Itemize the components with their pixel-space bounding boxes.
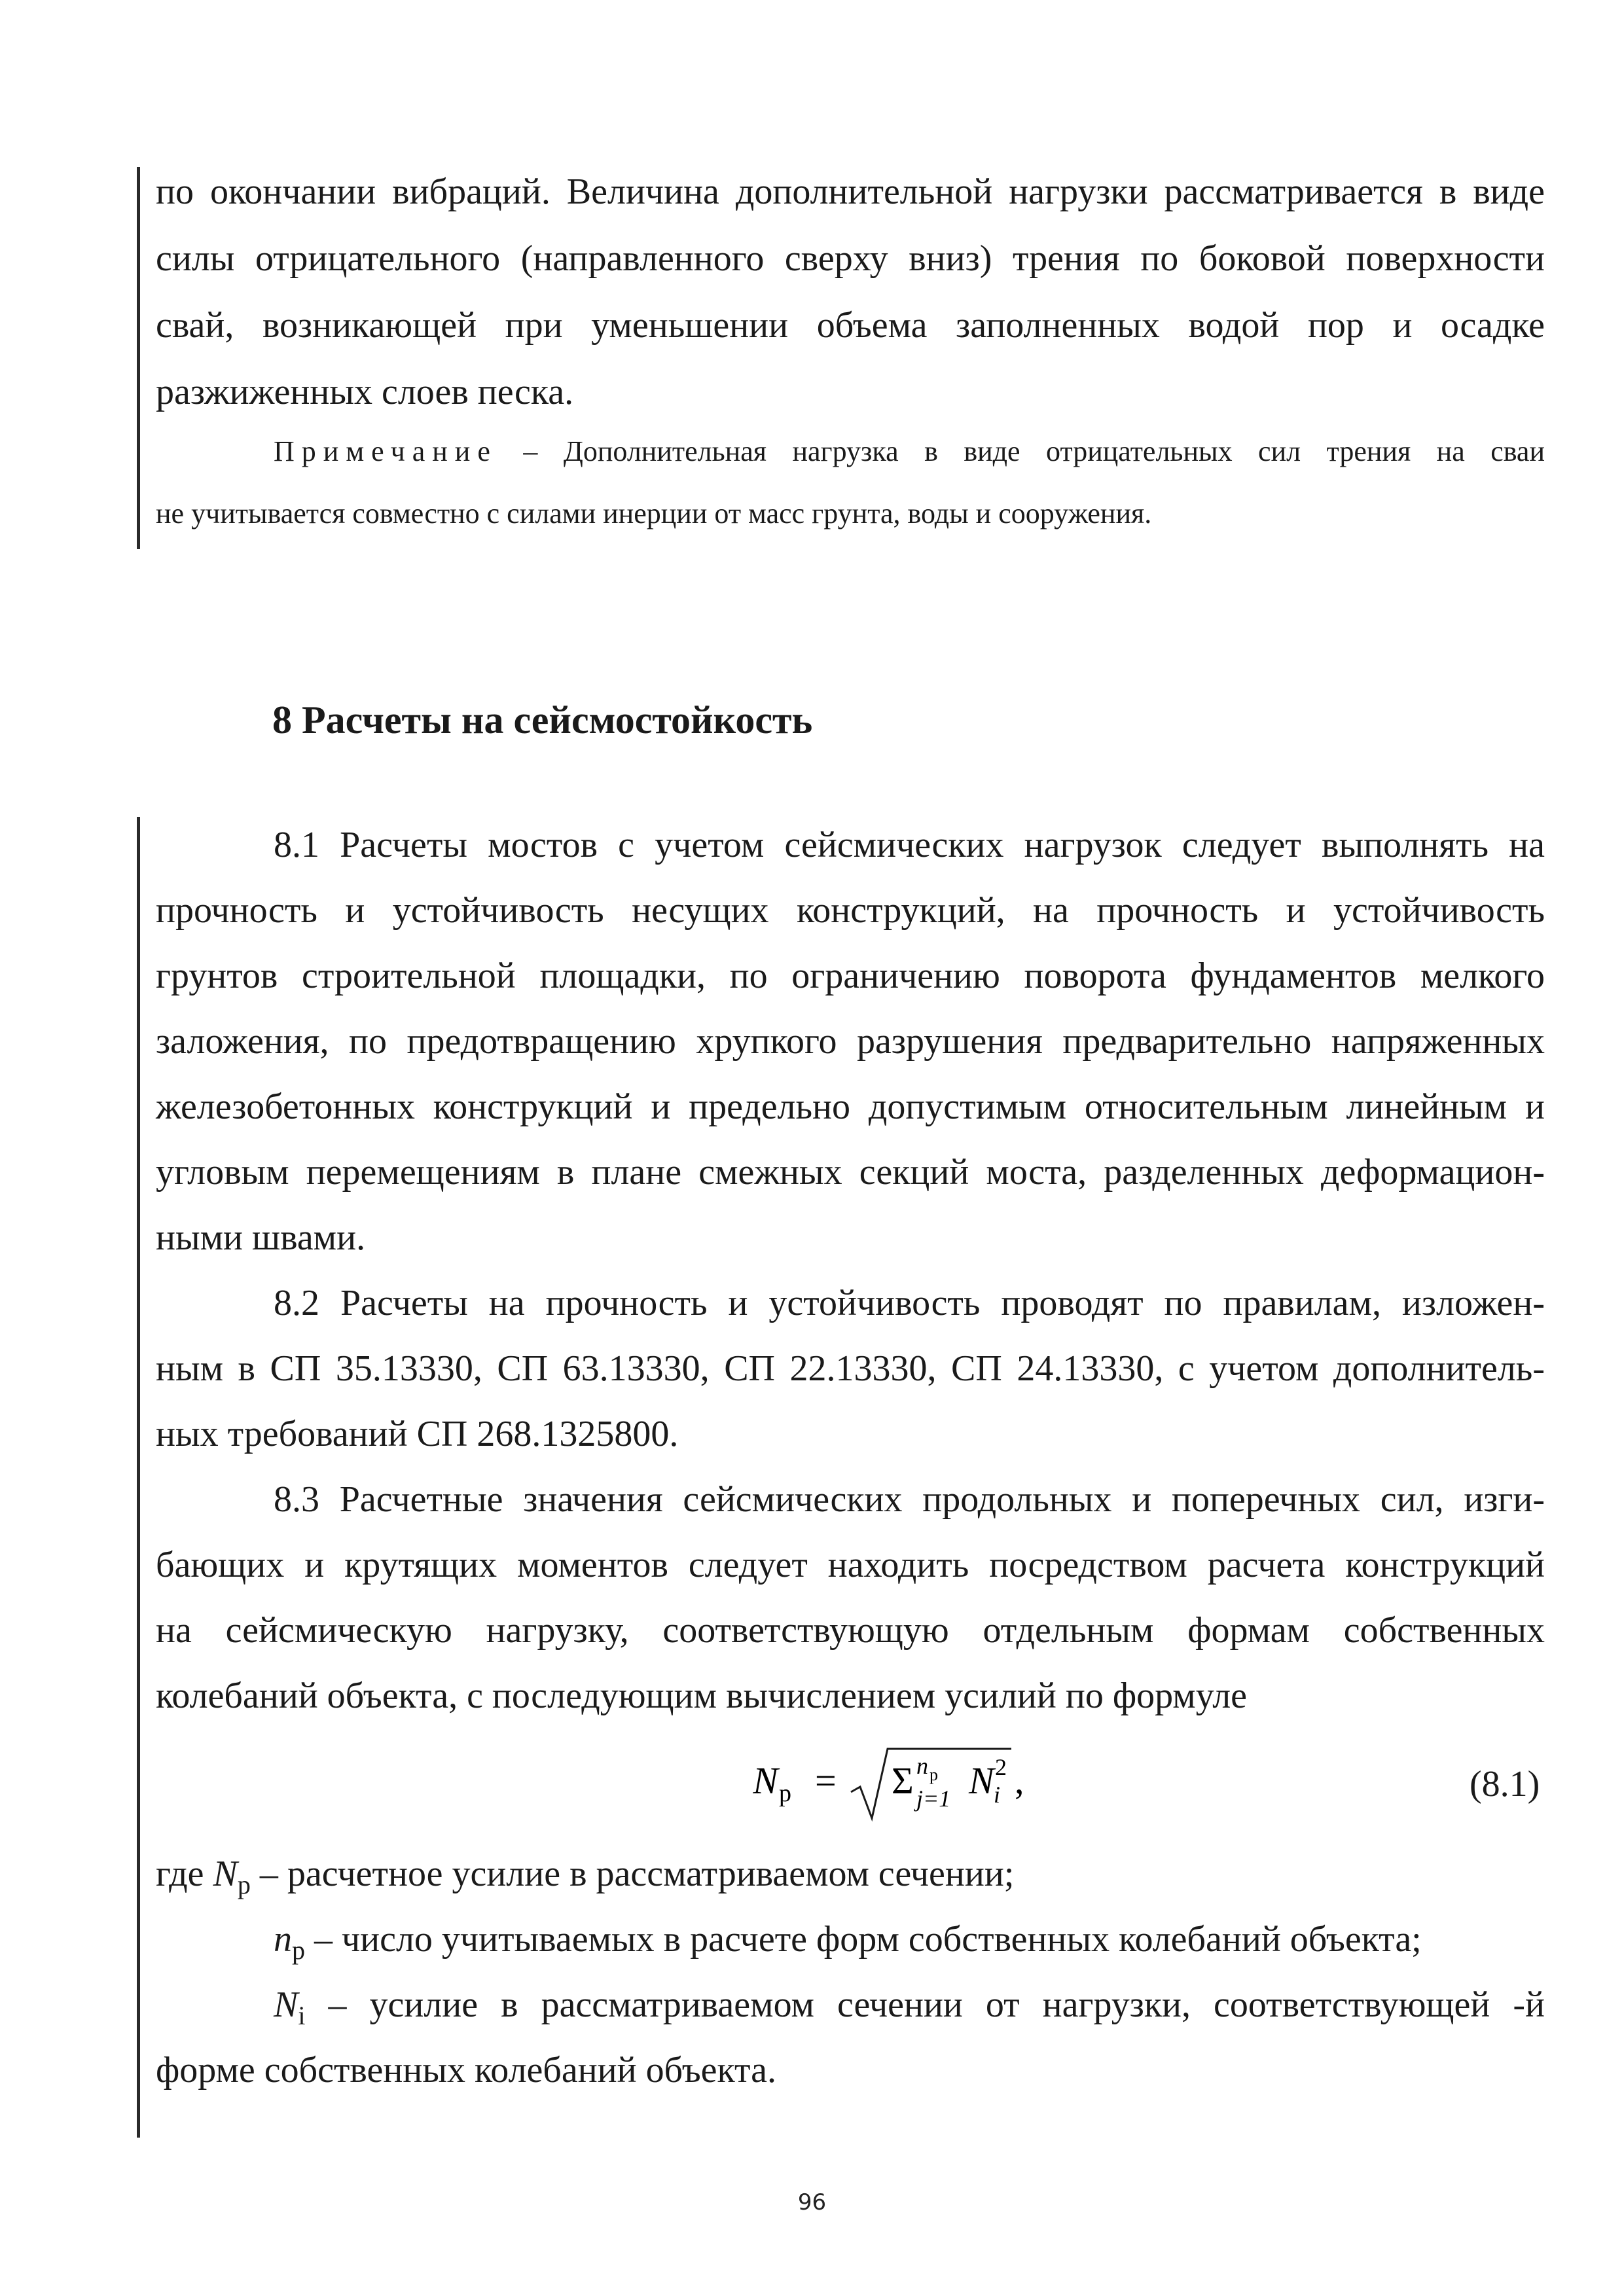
math-subscript: р <box>292 1935 305 1965</box>
definition-line <box>156 1918 1545 1964</box>
math-symbol: n <box>274 1919 292 1960</box>
note-label: Примечание <box>274 435 497 467</box>
change-bar <box>137 167 140 549</box>
note-text: – Дополнительная нагрузка в виде отрицательных сил трения на сваи <box>523 435 1545 467</box>
text-line: колебаний объекта, с последующим вычислением усилий по формуле <box>156 1676 1248 1716</box>
equation-number: (8.1) <box>1470 1764 1540 1804</box>
text-line: железобетонных конструкций и предельно допустимым относительным линейным и <box>156 1086 1545 1127</box>
formula-sum-upper: n <box>916 1753 928 1779</box>
formula-term-sub: i <box>994 1782 1001 1808</box>
formula-sum: Σ <box>892 1759 914 1802</box>
text-line: заложения, по предотвращению хрупкого разрушения предварительно напряженных <box>156 1021 1545 1062</box>
text-line: ным в СП 35.13330, СП 63.13330, СП 22.13330, СП 24.13330, с учетом дополнитель- <box>156 1348 1545 1389</box>
formula-trail: , <box>1015 1759 1024 1802</box>
formula-graphic <box>753 1728 1093 1826</box>
definition-text: – число учитываемых в расчете форм собственных колебаний объекта; <box>305 1919 1422 1960</box>
formula-sum-upper-sub: р <box>929 1765 938 1784</box>
text-line: силы отрицательного (направленного сверху вниз) трения по боковой поверхности <box>156 238 1545 279</box>
text-line: бающих и крутящих моментов следует находить посредством расчета конструкций <box>156 1545 1545 1585</box>
math-symbol: N <box>274 1984 298 2025</box>
note-line <box>156 433 1545 470</box>
definition-text: – усилие в рассматриваемом сечении от нагрузки, соответствующей -й <box>305 1984 1545 2025</box>
math-symbol: N <box>213 1854 238 1894</box>
formula <box>753 1728 1093 1826</box>
text-line: свай, возникающей при уменьшении объема заполненных водой пор и осадке <box>156 305 1545 346</box>
text-line: 8.2 Расчеты на прочность и устойчивость проводят по правилам, изложен- <box>274 1283 1545 1323</box>
formula-term: N <box>969 1759 994 1802</box>
definition-line: форме собственных колебаний объекта. <box>156 2050 777 2090</box>
section-heading: 8 Расчеты на сейсмостойкость <box>272 698 813 742</box>
text-line: 8.1 Расчеты мостов с учетом сейсмических нагрузок следует выполнять на <box>274 825 1545 865</box>
text-line: грунтов строительной площадки, по ограничению поворота фундаментов мелкого <box>156 956 1545 996</box>
math-subscript: i <box>298 2001 306 2030</box>
math-subscript: р <box>237 1870 251 1899</box>
text-line: на сейсмическую нагрузку, соответствующую отдельным формам собственных <box>156 1610 1545 1651</box>
text-line: угловым перемещениям в плане смежных секций моста, разделенных деформацион- <box>156 1152 1545 1193</box>
text-line: прочность и устойчивость несущих конструкций, на прочность и устойчивость <box>156 890 1545 931</box>
definition-prefix: где <box>156 1854 213 1894</box>
definition-line <box>156 1852 1545 1899</box>
definition-line <box>156 1983 1545 2030</box>
text-line: ными швами. <box>156 1217 366 1258</box>
text-line: ных требований СП 268.1325800. <box>156 1414 679 1454</box>
change-bar <box>137 817 140 2138</box>
text-line: разжиженных слоев песка. <box>156 372 574 412</box>
text-line: по окончании вибраций. Величина дополнительной нагрузки рассматривается в виде <box>156 171 1545 212</box>
formula-term-sup: 2 <box>995 1754 1007 1780</box>
note-line: не учитывается совместно с силами инерции от масс грунта, воды и сооружения. <box>156 497 1152 529</box>
page-number: 96 <box>797 2189 827 2215</box>
text-line: 8.3 Расчетные значения сейсмических продольных и поперечных сил, изги- <box>274 1479 1545 1520</box>
formula-lhs-sub: р <box>779 1780 791 1807</box>
definition-text: – расчетное усилие в рассматриваемом сечении; <box>250 1854 1015 1894</box>
formula-sum-lower: j=1 <box>916 1785 951 1812</box>
formula-equals: = <box>815 1759 837 1802</box>
formula-lhs: N <box>753 1759 778 1802</box>
